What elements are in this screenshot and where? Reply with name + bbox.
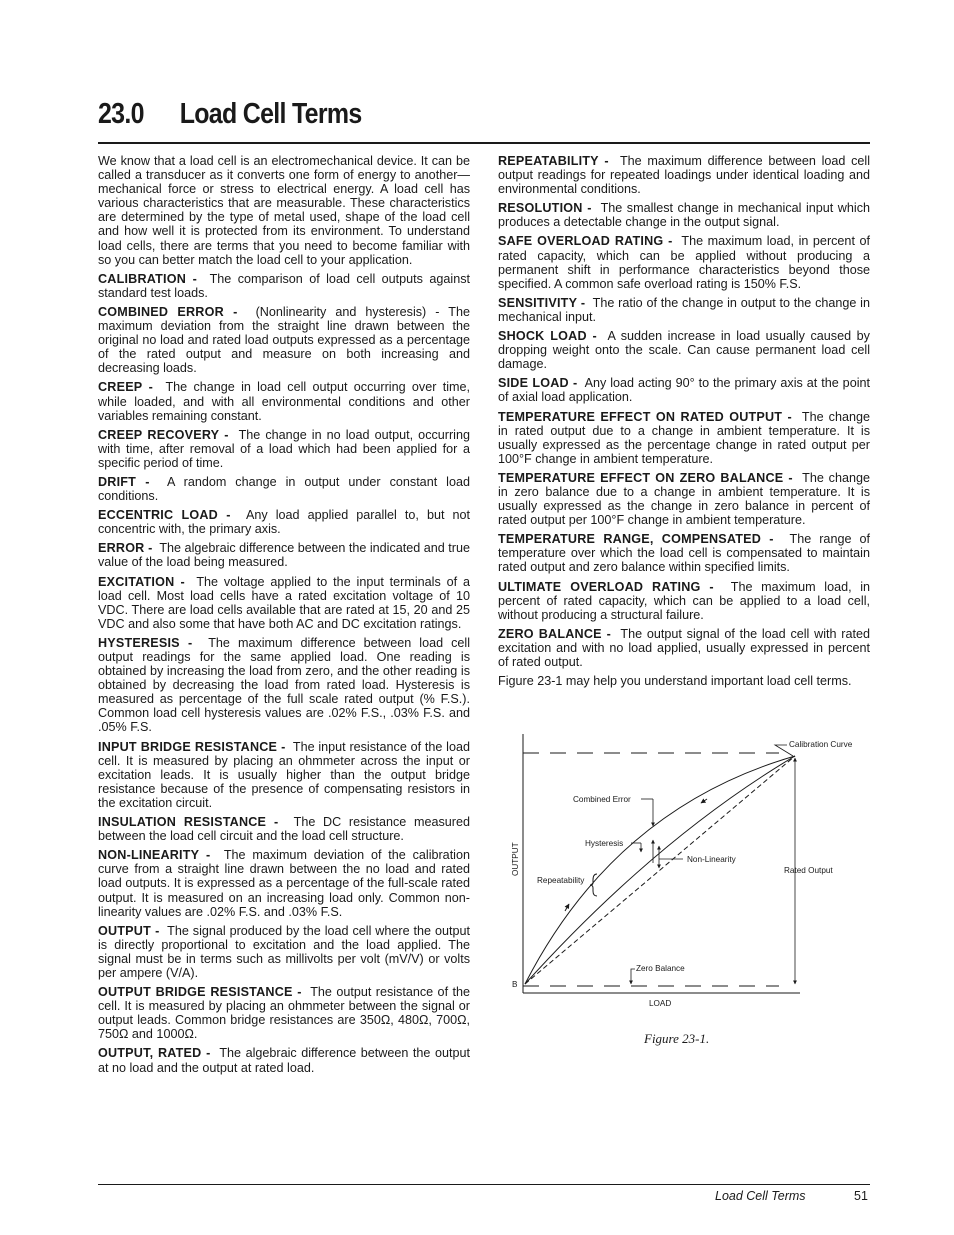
right-column (498, 154, 870, 693)
term-name: TEMPERATURE RANGE, COMPENSATED - (498, 532, 774, 547)
term-definition: The change in rated output due to a change in ambient temperature. It is usually expressed as the percentage change in rated output per 100°F change in ambient temperature. (498, 409, 870, 466)
term-entry (98, 380, 470, 422)
rated-output-label: Rated Output (784, 866, 833, 875)
term-definition: The output resistance of the cell. It is measured by placing an ohmmeter between the signal or output leads. Common bridge resistances are 350Ω, 480Ω, 700Ω, 750Ω and 1000Ω. (98, 985, 470, 1042)
curve-arrow-upper (701, 799, 707, 803)
term-name: EXCITATION - (98, 574, 185, 589)
term-name: CALIBRATION - (98, 271, 198, 286)
term-definition: The change in load cell output occurring over time, while loaded, and with all environmental conditions and other variables remaining constant. (98, 380, 470, 423)
term-entry (98, 1046, 470, 1074)
term-name: OUTPUT - (98, 923, 160, 938)
term-name: TEMPERATURE EFFECT ON ZERO BALANCE - (498, 470, 793, 485)
term-entry (98, 636, 470, 735)
term-definition: The maximum load, in percent of rated capacity, which can be applied without producing a permanent shift in performance characteristics beyond those specified. A common safe overload rating is 150% F.S. (498, 234, 870, 291)
terms-list-right (498, 154, 870, 669)
term-name: REPEATABILITY - (498, 154, 609, 168)
term-entry (498, 532, 870, 574)
term-name: CREEP - (98, 380, 154, 395)
term-entry (98, 740, 470, 810)
term-definition: The smallest change in mechanical input which produces a detectable change in the output signal. (498, 201, 870, 230)
calibration-curve-label: Calibration Curve (789, 740, 853, 749)
term-entry (98, 924, 470, 980)
repeatability-label: Repeatability (537, 876, 585, 885)
term-entry (498, 234, 870, 290)
page-title (98, 98, 362, 131)
term-definition: A sudden increase in load usually caused by dropping weight onto the scale. Can cause permanent load cell damage. (498, 329, 870, 372)
term-entry (98, 475, 470, 503)
non-linearity-label: Non-Linearity (687, 855, 736, 864)
term-entry (98, 272, 470, 300)
left-column (98, 154, 470, 1080)
term-name: OUTPUT BRIDGE RESISTANCE - (98, 985, 302, 1000)
term-name: OUTPUT, RATED - (98, 1046, 211, 1061)
term-definition: The signal produced by the load cell where the output is directly proportional to excitation and the load applied. The signal must be in terms such as millivolts per volt (mV/V) or volts per ampere (V/A). (98, 923, 470, 980)
term-name: DRIFT - (98, 474, 150, 489)
term-entry (498, 296, 870, 324)
section-title: Load Cell Terms (179, 98, 362, 130)
term-name: TEMPERATURE EFFECT ON RATED OUTPUT - (498, 409, 792, 424)
diagram-svg (507, 728, 867, 1014)
combined-error-label: Combined Error (573, 795, 631, 804)
term-definition: The output signal of the load cell with rated excitation and with no load applied, usually expressed in percent of rated output. (498, 626, 870, 669)
figure-note: Figure 23-1 may help you understand important load cell terms. (498, 674, 852, 689)
title-rule (98, 142, 870, 144)
term-definition: The voltage applied to the input terminals of a load cell. Most load cells have a rated excitation voltage of 10 VDC. There are load cells available that are rated at 15, 20 and 25 VDC and also some that have both AC and DC excitation ratings. (98, 574, 470, 631)
term-definition: Any load acting 90° to the primary axis at the point of axial load application. (498, 376, 870, 405)
term-name: HYSTERESIS - (98, 635, 193, 650)
term-entry (98, 575, 470, 631)
load-axis-label: LOAD (649, 999, 672, 1008)
hysteresis-label: Hysteresis (585, 839, 624, 848)
term-name: COMBINED ERROR - (98, 304, 238, 319)
term-definition: The change in zero balance due to a change in ambient temperature. It is usually expressed as the change in zero balance in percent of rated output per 100°F change in ambient temperature. (498, 470, 870, 528)
term-name: CREEP RECOVERY - (98, 427, 229, 442)
curve-arrow-lower (565, 904, 569, 911)
term-name: ERROR - (98, 541, 153, 556)
zero-balance-marker (631, 969, 635, 984)
zero-balance-label: Zero Balance (636, 964, 685, 973)
term-entry (98, 848, 470, 918)
term-definition: The change in no load output, occurring with time, after removal of a load which had been applied for a specific period of time. (98, 427, 470, 470)
term-entry (498, 329, 870, 371)
term-entry (98, 985, 470, 1041)
term-definition: The algebraic difference between the indicated and true value of the load being measured. (98, 541, 470, 570)
term-name: INPUT BRIDGE RESISTANCE - (98, 739, 286, 754)
terms-list-left (98, 272, 470, 1075)
term-name: ECCENTRIC LOAD - (98, 508, 231, 523)
term-definition: The maximum load, in percent of rated capacity, which can be applied to a load cell, without producing a structural failure. (498, 579, 871, 622)
term-name: RESOLUTION - (498, 201, 592, 216)
term-entry (98, 305, 470, 375)
term-definition: The algebraic difference between the output at no load and the output at rated load. (98, 1046, 470, 1075)
term-entry (98, 508, 470, 536)
term-name: INSULATION RESISTANCE - (98, 815, 279, 830)
intro-paragraph: We know that a load cell is an electromechanical device. It can be called a transducer as it converts one form of energy to another—mechanical force or stress to electrical energy. A load cell has various characteristics that are measurable. These characteristics are determined by the type of metal used, shape of the load cell and how well it is protected from its environment. To understand load cells, there are terms that you need to become familiar with so you can better match the load cell to your application. (98, 154, 470, 267)
term-name: SENSITIVITY - (498, 295, 586, 310)
term-entry (498, 627, 870, 669)
footer-title: Load Cell Terms (715, 1189, 806, 1203)
figure-caption: Figure 23-1. (644, 1031, 710, 1046)
term-name: SIDE LOAD - (498, 376, 578, 391)
term-entry (498, 410, 870, 466)
term-entry (498, 471, 870, 527)
origin-label: B (512, 980, 518, 989)
term-entry (98, 815, 470, 843)
output-axis-label: OUTPUT (511, 842, 520, 876)
repeatability-brace (590, 874, 597, 896)
term-definition: The comparison of load cell outputs against standard test loads. (98, 271, 470, 300)
term-entry (498, 580, 870, 622)
term-definition: The range of temperature over which the load cell is compensated to maintain rated output and zero balance within specified limits. (498, 532, 870, 575)
term-definition: The ratio of the change in output to the change in mechanical input. (498, 295, 870, 324)
term-definition: The maximum difference between load cell output readings for the same applied load. One reading is obtained by increasing the load from zero, and the other reading is obtained by decreasing the load from rated load. Hysteresis is measured as percentage of the full scale rated output (% F.S.). Common load cell hysteresis values are .02% F.S., .03% F.S. and .05% F.S. (98, 635, 471, 735)
term-definition: Any load applied parallel to, but not concentric with, the primary axis. (98, 508, 470, 537)
straight-reference-line (525, 756, 795, 984)
term-definition: A random change in output under constant load conditions. (98, 474, 470, 504)
term-definition: The maximum difference between load cell output readings for repeated loadings under identical loading and environmental conditions. (498, 154, 870, 197)
load-cell-diagram (507, 728, 867, 1014)
term-name: ULTIMATE OVERLOAD RATING - (498, 579, 714, 594)
term-entry (98, 541, 470, 569)
section-number: 23.0 (98, 98, 144, 130)
term-definition: The DC resistance measured between the load cell circuit and the load cell structure. (98, 815, 470, 844)
term-name: SAFE OVERLOAD RATING - (498, 234, 673, 249)
term-name: SHOCK LOAD - (498, 329, 597, 344)
term-name: ZERO BALANCE - (498, 626, 612, 641)
term-entry (498, 201, 870, 229)
footer-rule (98, 1184, 870, 1185)
term-definition: (Nonlinearity and hysteresis) - The maximum deviation from the straight line drawn between the original no load and rated load outputs expressed as a percentage of the rated output and measure on both increasing and decreasing loads. (98, 304, 470, 376)
term-entry (98, 428, 470, 470)
term-definition: The input resistance of the load cell. It is measured by placing an ohmmeter across the input or excitation leads. It is usually higher than the output bridge resistance because of the presence of compensating resistors in the excitation circuit. (98, 739, 470, 810)
term-definition: The maximum deviation of the calibration curve from a straight line drawn between the no load and rated load outputs. It is expressed as a percentage of the full-scale rated output. It is measured on an increasing load only. Common non-linearity values are .02% F.S. and .03% F.S. (98, 848, 470, 919)
term-entry (498, 154, 870, 196)
page-number: 51 (854, 1189, 868, 1203)
term-entry (498, 376, 870, 404)
term-name: NON-LINEARITY - (98, 848, 211, 863)
